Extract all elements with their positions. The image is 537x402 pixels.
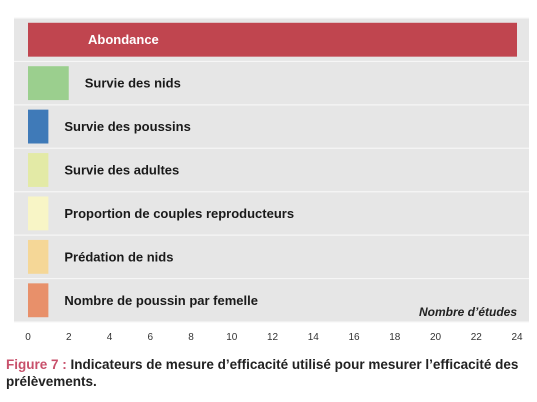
bar-chart <box>4 4 533 346</box>
category-label: Proportion de couples reproducteurs <box>64 205 295 221</box>
chart-container <box>4 4 533 346</box>
x-tick-label: 10 <box>226 332 238 343</box>
bar-2 <box>28 66 69 100</box>
bar-7 <box>28 283 48 317</box>
category-label: Survie des adultes <box>64 162 180 178</box>
x-tick-label: 18 <box>389 332 401 343</box>
x-tick-label: 14 <box>307 332 319 343</box>
category-label: Survie des nids <box>84 75 181 91</box>
x-tick-label: 4 <box>106 332 113 343</box>
category-label: Abondance <box>88 32 159 48</box>
category-label: Prédation de nids <box>64 249 174 265</box>
figure-caption <box>6 356 532 390</box>
x-tick-label: 6 <box>147 332 154 343</box>
caption-text: Indicateurs de mesure d’efficacité utilisé pour mesurer l’efficacité des prélèvements. <box>6 357 519 389</box>
bar-5 <box>28 196 48 230</box>
bar-4 <box>28 153 48 187</box>
x-tick-label: 2 <box>65 332 72 343</box>
x-tick-label: 16 <box>348 332 360 343</box>
x-tick-label: 12 <box>266 332 279 343</box>
x-tick-label: 24 <box>511 332 523 343</box>
x-tick-label: 22 <box>470 332 482 343</box>
x-tick-label: 8 <box>188 332 194 343</box>
x-tick-label: 0 <box>25 332 31 343</box>
x-tick-label: 20 <box>429 332 442 343</box>
bar-6 <box>28 240 48 274</box>
category-label: Nombre de poussin par femelle <box>64 292 258 308</box>
bar-3 <box>28 110 48 144</box>
figure-number: Figure 7 : <box>6 357 67 372</box>
category-label: Survie des poussins <box>64 119 191 135</box>
x-axis-title: Nombre d’études <box>418 305 517 319</box>
